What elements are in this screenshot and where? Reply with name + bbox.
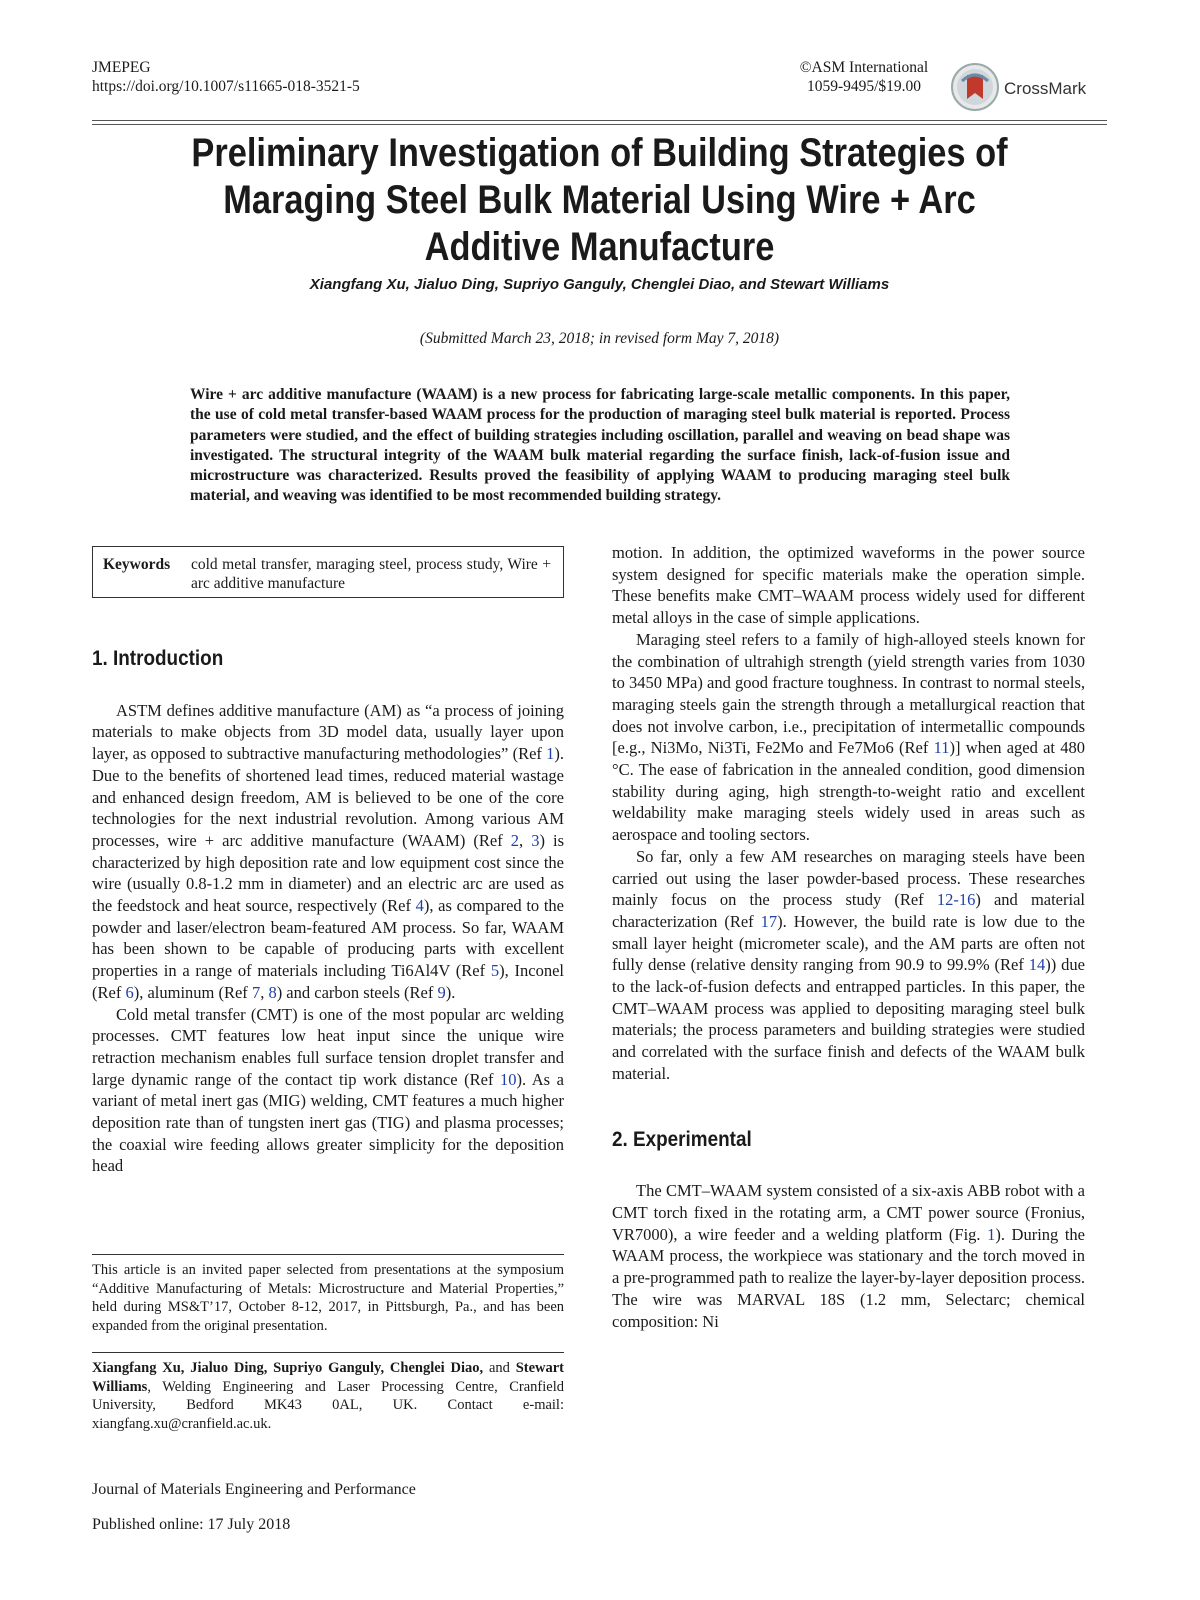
- ref-link[interactable]: 2: [510, 830, 519, 850]
- ref-link[interactable]: 14: [1028, 955, 1046, 975]
- ref-link[interactable]: 4: [415, 896, 424, 916]
- figure-link[interactable]: 1: [987, 1224, 996, 1244]
- section-heading-experimental: 2. Experimental: [612, 1127, 752, 1151]
- intro-paragraph-2: Cold metal transfer (CMT) is one of the most popular arc welding processes. CMT features low heat input since the unique wire retraction mechanism enables full surface tension droplet transfer and large dynamic range of the contact tip work distance (Ref 10). As a variant of metal inert gas (MIG) welding, CMT features a much higher deposition rate than of tungsten inert gas (TIG) and plasma processes; the coaxial wire feeding allows greater simplicity for the deposition head: [92, 1004, 564, 1176]
- journal-name: Journal of Materials Engineering and Performance: [92, 1481, 416, 1498]
- keywords-box: [92, 546, 564, 598]
- ref-link[interactable]: 5: [490, 961, 500, 981]
- author-list: Xiangfang Xu, Jialuo Ding, Supriyo Ganguly, Chenglei Diao, and Stewart Williams: [309, 276, 890, 293]
- ref-link[interactable]: 17: [760, 911, 778, 931]
- price: 1059-9495/$19.00: [806, 78, 922, 95]
- crossmark-label: CrossMark: [1004, 79, 1087, 98]
- ref-link[interactable]: 12-16: [936, 890, 976, 910]
- ref-link[interactable]: 1: [546, 744, 555, 764]
- abstract: Wire + arc additive manufacture (WAAM) is a new process for fabricating large-scale metallic components. In this paper, the use of cold metal transfer-based WAAM process for the production of maraging steel bulk material is reported. Process parameters were studied, and the effect of building strategies including oscillation, parallel and weaving on bead shape was investigated. The structural integrity of the WAAM bulk material regarding the surface finish, lack-of-fusion issue and microstructure was characterized. Results proved the feasibility of applying WAAM to producing maraging steel bulk material, and weaving was identified to be most recommended building strategy.: [190, 386, 1010, 505]
- keywords-label: Keywords: [103, 556, 171, 573]
- ref-link[interactable]: 9: [437, 982, 446, 1002]
- intro-paragraph-4: So far, only a few AM researches on maraging steels have been carried out using the laser powder-based process. These researches mainly focus on the process study (Ref 12-16) and material characterization (Ref 17). However, the build rate is low due to the small layer height (micrometer scale), and the AM parts are often not fully dense (relative density ranging from 90.9 to 99.9% (Ref 14)) due to the lack-of-fusion defects and entrapped particles. In this paper, the CMT–WAAM process was applied to depositing maraging steel bulk materials; the process parameters and building strategies were studied and correlated with the surface finish and defects of the WAAM bulk material.: [612, 846, 1085, 1083]
- copyright: ©ASM International: [799, 59, 929, 76]
- crossmark-badge[interactable]: [950, 61, 1096, 113]
- ref-link[interactable]: 6: [125, 982, 134, 1002]
- crossmark-icon: [950, 61, 1000, 113]
- invited-paper-footnote: This article is an invited paper selected from presentations at the symposium “Additive Manufacturing of Metals: Microstructure and Material Properties,” held during MS&T’17, October 8-12, 2017, in Pittsburgh, Pa., and has been expanded from the original presentation.: [92, 1254, 564, 1335]
- header-rule: [92, 120, 1107, 121]
- header-right: [786, 58, 942, 96]
- keywords-text: cold metal transfer, maraging steel, process study, Wire + arc additive manufacture: [191, 556, 551, 592]
- journal-code: JMEPEG: [92, 59, 151, 76]
- intro-paragraph-3: Maraging steel refers to a family of high-alloyed steels known for the combination of ultrahigh strength (yield strength varies from 1030 to 3450 MPa) and good fracture toughness. In contrast to normal steels, maraging steels gain the strength through a metallurgical reaction that does not involve carbon, i.e., precipitation of intermetallic compounds [e.g., Ni3Mo, Ni3Ti, Fe2Mo and Fe7Mo6 (Ref 11)] when aged at 480 °C. The ease of fabrication in the annealed condition, good dimension stability during aging, high strength-to-weight ratio and excellent weldability make maraging steels widely used in areas such as aerospace and tooling sectors.: [612, 629, 1085, 845]
- publication-date: Published online: 17 July 2018: [92, 1516, 291, 1533]
- experimental-paragraph-1: The CMT–WAAM system consisted of a six-axis ABB robot with a CMT torch fixed in the rotating arm, a CMT power source (Fronius, VR7000), a wire feeder and a welding platform (Fig. 1). During the WAAM process, the workpiece was stationary and the torch moved in a pre-programmed path to realize the layer-by-layer deposition process. The wire was MARVAL 18S (1.2 mm, Selectarc; chemical composition: Ni: [612, 1181, 1085, 1331]
- left-column: [92, 648, 564, 1177]
- ref-link[interactable]: 8: [268, 982, 277, 1002]
- submission-dates: (Submitted March 23, 2018; in revised form May 7, 2018): [419, 330, 780, 347]
- section-heading-introduction: 1. Introduction: [92, 647, 224, 670]
- author-affiliation: Xiangfang Xu, Jialuo Ding, Supriyo Ganguly, Chenglei Diao, and Stewart Williams, Welding Engineering and Laser Processing Centre, Cranfield University, Bedford MK43 0AL, UK. Contact e-mail: xiangfang.xu@cranfield.ac.uk.: [92, 1352, 564, 1433]
- header-left: [92, 58, 360, 96]
- ref-link[interactable]: 10: [500, 1069, 517, 1089]
- intro-paragraph-2-continued: motion. In addition, the optimized waveforms in the power source system designed for specific materials make the operation simple. These benefits make CMT–WAAM process widely used for different metal alloys in the case of simple applications.: [612, 543, 1085, 628]
- intro-paragraph-1: ASTM defines additive manufacture (AM) as “a process of joining materials to make objects from 3D model data, usually layer upon layer, as opposed to subtractive manufacturing methodologies” (Ref 1). Due to the benefits of shortened lead times, reduced material wastage and enhanced design freedom, AM is believed to be one of the core technologies for the next industrial revolution. Among various AM processes, wire + arc additive manufacture (WAAM) (Ref 2, 3) is characterized by high deposition rate and low equipment cost since the wire (usually 0.8-1.2 mm in diameter) and an electric arc are used as the feedstock and heat source, respectively (Ref 4), as compared to the powder and laser/electron beam-featured AM process. So far, WAAM has been shown to be capable of producing parts with excellent properties in a range of materials including Ti6Al4V (Ref 5), Inconel (Ref 6), aluminum (Ref 7, 8) and carbon steels (Ref 9).: [92, 700, 565, 1002]
- ref-link[interactable]: 7: [251, 982, 261, 1002]
- ref-link[interactable]: 11: [933, 738, 950, 758]
- ref-link[interactable]: 3: [531, 830, 540, 850]
- header-rule-thin: [92, 124, 1107, 125]
- paper-title: Preliminary Investigation of Building Strategies of Maraging Steel Bulk Material Using Wire + Arc Additive Manufacture: [191, 131, 1008, 269]
- right-column: [612, 542, 1085, 1332]
- doi-link[interactable]: https://doi.org/10.1007/s11665-018-3521-5: [92, 78, 360, 95]
